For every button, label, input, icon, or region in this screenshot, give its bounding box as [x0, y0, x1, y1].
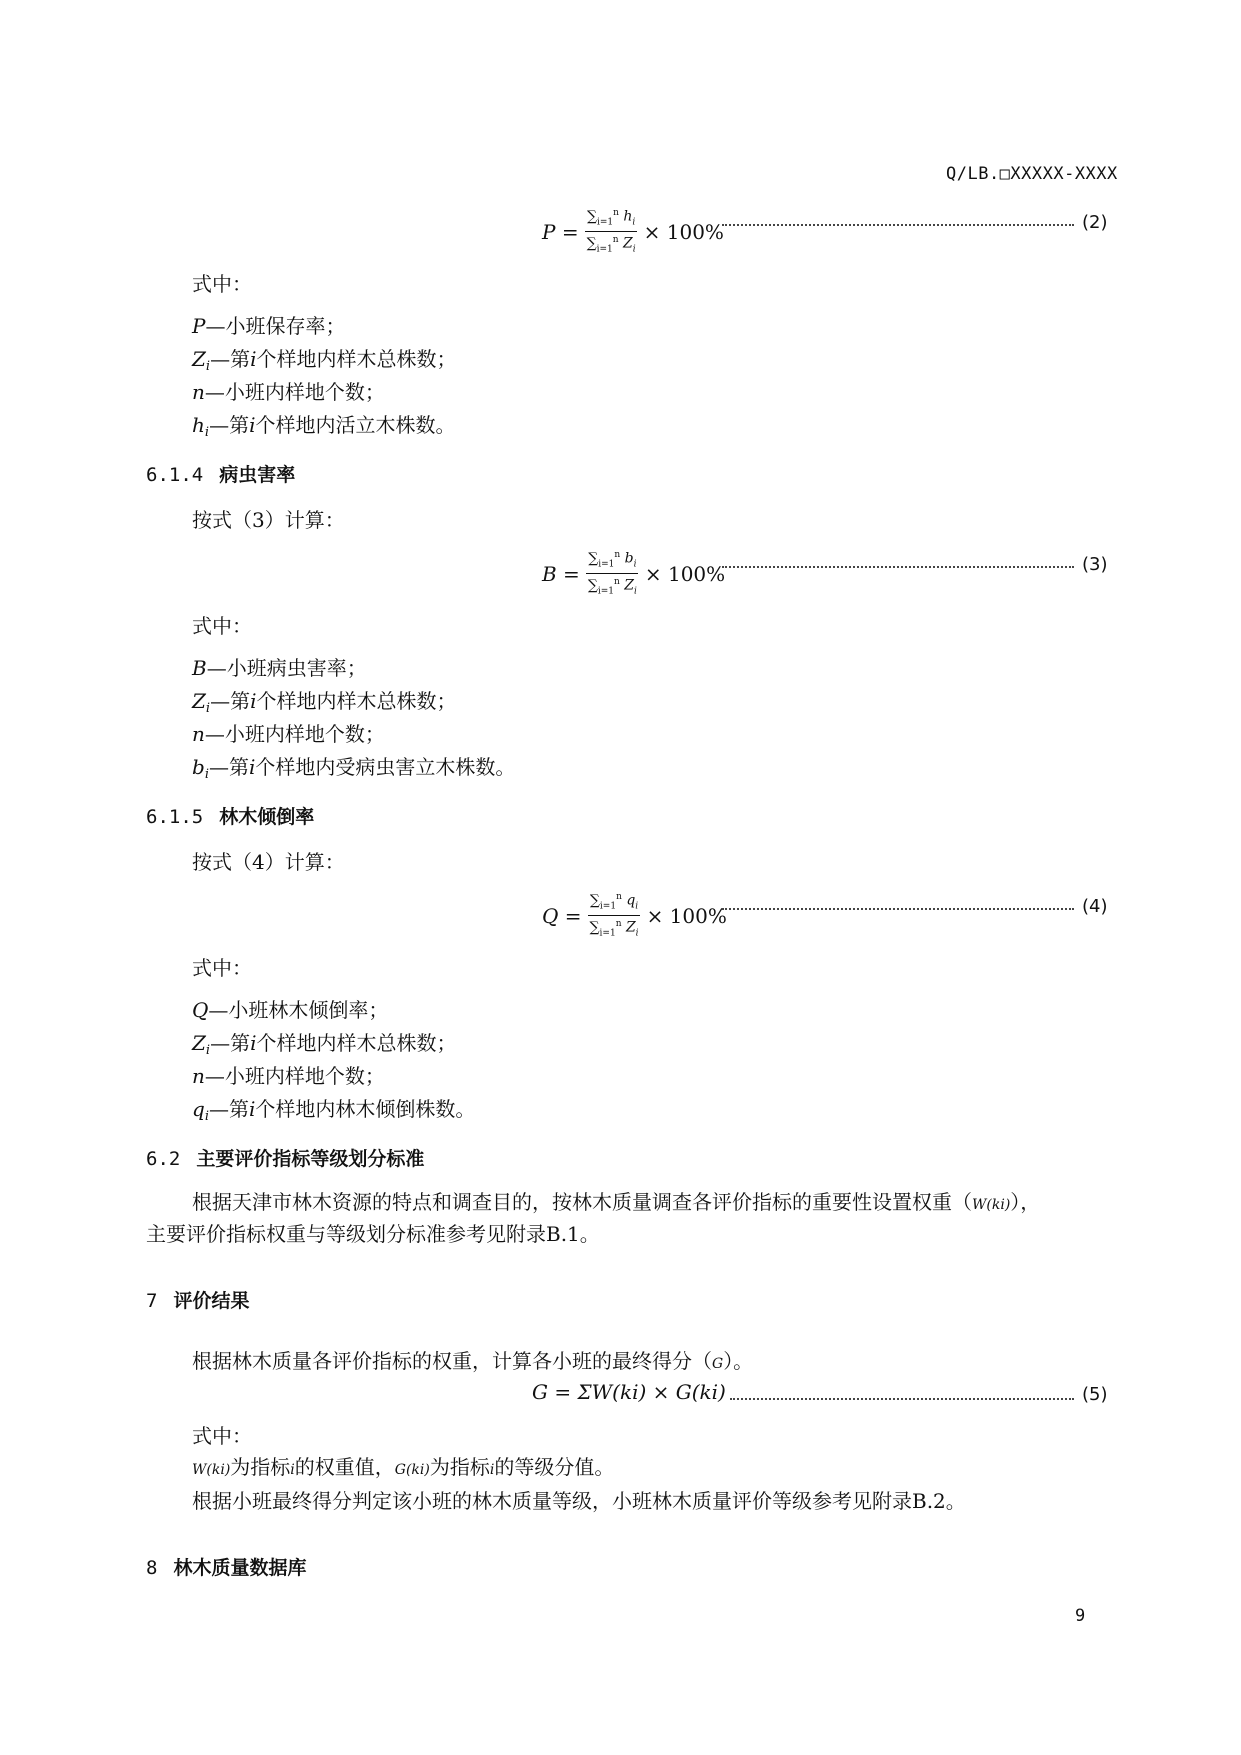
- definition-item: Q—小班林木倾倒率；: [192, 998, 389, 1022]
- section-heading-6-1-5: 6.1.5 林木倾倒率: [146, 806, 315, 828]
- formula-4: Q = $\frac{\sum_{i=1}^n q_i}{\sum_{i=1}^n Z_i}$ × 100%: [542, 892, 727, 939]
- definition-item: $h_i—$第i个样地内活立木株数。: [192, 413, 456, 440]
- section-heading-6-1-4: 6.1.4 病虫害率: [146, 464, 296, 486]
- section-heading-6-2: 6.2 主要评价指标等级划分标准: [146, 1148, 425, 1170]
- definition-item: n—小班内样地个数；: [192, 380, 385, 404]
- leader-dots: [730, 1398, 1074, 1400]
- document-code: Q/LB.□XXXXX-XXXX: [946, 164, 1118, 184]
- formula-3: B = $\frac{\sum_{i=1}^n b_i}{\sum_{i=1}^n Z_i}$ × 100%: [542, 550, 726, 597]
- equation-number: (2): [1082, 212, 1108, 233]
- formula-times: × 100%: [643, 219, 724, 244]
- paragraph-line: 主要评价指标权重与等级划分标准参考见附录B.1。: [146, 1222, 600, 1246]
- definition-item: $Z_i—$第i个样地内样木总株数；: [192, 347, 457, 374]
- definition-line: W(ki)为指标i的权重值，G(ki)为指标i的等级分值。: [192, 1455, 615, 1479]
- paragraph-line: 根据天津市林木资源的特点和调查目的，按林木质量调查各评价指标的重要性设置权重（W(ki)），: [192, 1190, 1041, 1214]
- formula-lhs: P: [542, 219, 556, 244]
- definition-item: $Z_i—$第i个样地内样木总株数；: [192, 1031, 457, 1058]
- shizhong-label: 式中：: [192, 1424, 252, 1448]
- leader-dots: [722, 908, 1074, 910]
- definition-item: n—小班内样地个数；: [192, 1064, 385, 1088]
- section-heading-8: 8 林木质量数据库: [146, 1557, 307, 1579]
- formula-5: G = ΣW(ki) × G(ki): [532, 1380, 726, 1404]
- section-intro: 按式（4）计算：: [192, 850, 345, 874]
- paragraph-line: 根据小班最终得分判定该小班的林木质量等级，小班林木质量评价等级参考见附录B.2。: [192, 1489, 966, 1513]
- equation-number: (3): [1082, 554, 1108, 575]
- definition-item: $Z_i—$第i个样地内样木总株数；: [192, 689, 457, 716]
- formula-fraction: $\frac{\sum_{i=1}^n h_i}{\sum_{i=1}^n Z_i}$: [586, 208, 636, 255]
- equation-number: (5): [1082, 1384, 1108, 1405]
- section-intro: 按式（3）计算：: [192, 508, 345, 532]
- definition-item: $b_i—$第i个样地内受病虫害立木株数。: [192, 755, 516, 782]
- formula-2: P = $\frac{\sum_{i=1}^n h_i}{\sum_{i=1}^n Z_i}$ × 100%: [542, 206, 724, 258]
- definition-item: P—小班保存率；: [192, 314, 346, 338]
- equation-number: (4): [1082, 896, 1108, 917]
- shizhong-label: 式中：: [192, 272, 252, 296]
- shizhong-label: 式中：: [192, 956, 252, 980]
- section-heading-7: 7 评价结果: [146, 1290, 250, 1312]
- paragraph-line: 根据林木质量各评价指标的权重，计算各小班的最终得分（G）。: [192, 1349, 754, 1373]
- shizhong-label: 式中：: [192, 614, 252, 638]
- leader-dots: [722, 566, 1074, 568]
- page-number: 9: [1075, 1606, 1086, 1626]
- leader-dots: [722, 224, 1074, 226]
- definition-item: B—小班病虫害率；: [192, 656, 367, 680]
- definition-item: n—小班内样地个数；: [192, 722, 385, 746]
- definition-item: $q_i—$第i个样地内林木倾倒株数。: [192, 1097, 476, 1124]
